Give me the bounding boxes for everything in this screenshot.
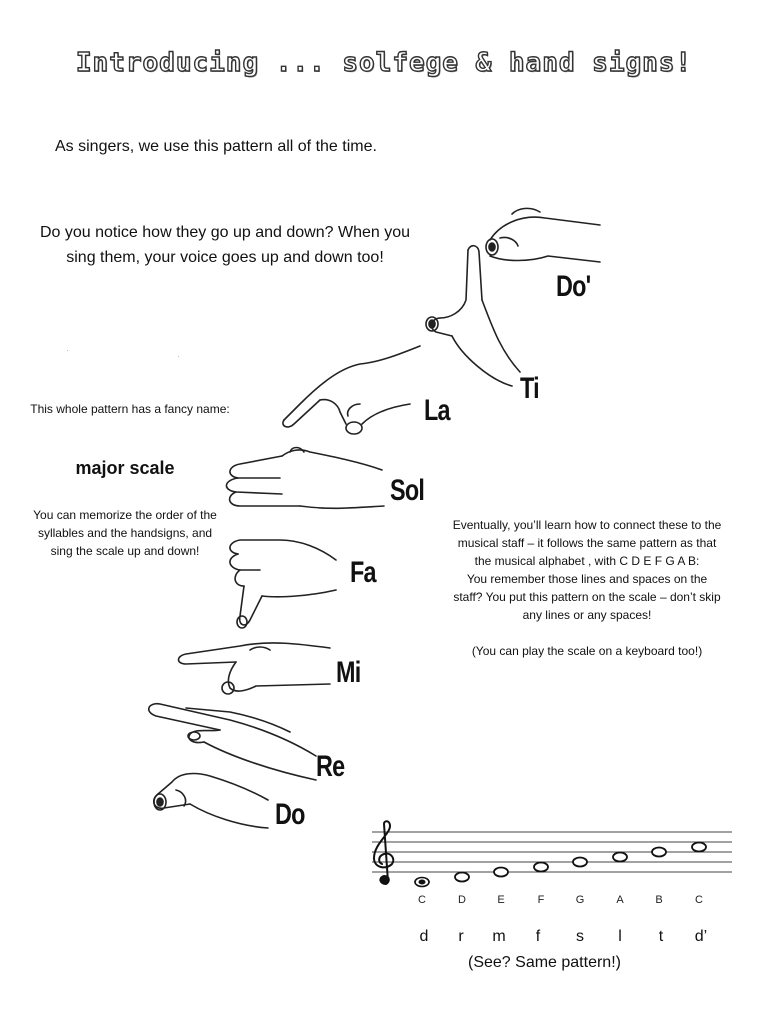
- hand-ti-icon: [426, 246, 520, 386]
- hand-do-low-icon: [154, 774, 268, 828]
- notice-text: Do you notice how they go up and down? When you sing them, your voice goes up and down too!: [39, 224, 411, 266]
- hand-sign-label: Mi: [336, 656, 361, 689]
- note-letter: D: [458, 894, 466, 906]
- treble-clef-icon: [374, 821, 393, 884]
- note-f-icon: [534, 863, 548, 872]
- memorize-text: You can memorize the order of the syllables and the handsigns, and sing the scale up and down!: [33, 508, 217, 558]
- note-letter: C: [695, 894, 703, 906]
- hand-sol-icon: [226, 448, 384, 509]
- note-a-icon: [613, 853, 627, 862]
- hand-sign-label: Ti: [520, 372, 539, 405]
- note-letter: E: [497, 894, 505, 906]
- solfege-syllable: r: [458, 928, 464, 945]
- note-d-icon: [455, 873, 469, 882]
- note-e-icon: [494, 868, 508, 877]
- eventually-line-3: (You can play the scale on a keyboard too!): [471, 644, 703, 658]
- note-letter: F: [537, 894, 545, 906]
- hand-do-high-icon: [486, 208, 600, 262]
- note-letter: A: [616, 894, 624, 906]
- major-scale-label: major scale: [75, 458, 175, 478]
- note-letter: G: [575, 894, 585, 906]
- hand-fa-icon: [230, 540, 336, 628]
- intro-text: As singers, we use this pattern all of the time.: [55, 138, 377, 155]
- solfege-syllable: t: [658, 928, 664, 945]
- solfege-syllable: m: [492, 928, 506, 945]
- solfege-syllable: d’: [694, 928, 708, 945]
- note-g-icon: [573, 858, 587, 867]
- note-c-high-icon: [692, 843, 706, 852]
- hand-sign-label: La: [424, 394, 450, 427]
- hand-sign-label: Do': [556, 270, 591, 303]
- note-c-low-icon: [414, 878, 430, 887]
- page-title: Introducing ... solfege & hand signs!: [75, 48, 693, 78]
- solfege-syllable: d: [419, 928, 429, 945]
- note-letter: C: [418, 894, 426, 906]
- note-b-icon: [652, 848, 666, 857]
- staff-notes: [414, 843, 706, 887]
- music-staff: [360, 820, 740, 890]
- hand-mi-icon: [179, 643, 331, 694]
- eventually-line-2: You remember those lines and spaces on the staff? You put this pattern on the scale – don’t skip any lines or any spaces!: [453, 572, 721, 622]
- solfege-syllable: f: [535, 928, 541, 945]
- hand-re-icon: [149, 704, 316, 780]
- same-pattern-caption: (See? Same pattern!): [468, 954, 621, 971]
- solfege-syllable: s: [576, 928, 584, 945]
- note-letter: B: [655, 894, 663, 906]
- hand-sign-label: Re: [316, 750, 345, 783]
- hand-sign-label: Do: [275, 798, 305, 831]
- eventually-line-1: Eventually, you’ll learn how to connect these to the musical staff – it follows the same pattern as that the musical alphabet , with C D E F G A B:: [452, 518, 722, 568]
- fancy-name-text: This whole pattern has a fancy name:: [30, 402, 230, 416]
- hand-sign-label: Sol: [390, 474, 425, 507]
- solfege-syllable: l: [618, 928, 622, 945]
- hand-sign-label: Fa: [350, 556, 376, 589]
- hand-la-icon: [283, 346, 420, 434]
